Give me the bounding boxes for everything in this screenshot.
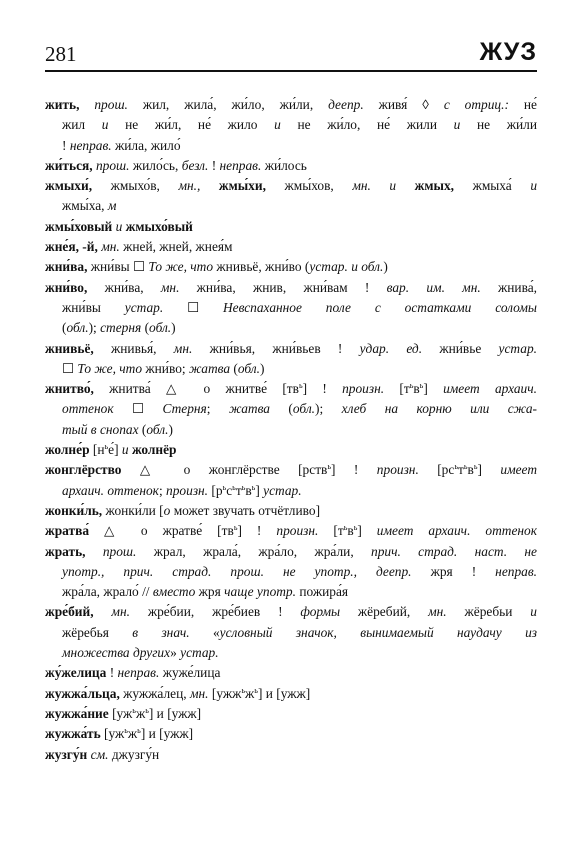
- label-text: мн.: [160, 279, 180, 295]
- headword: жнитво́,: [45, 381, 94, 397]
- label-text: и: [274, 117, 281, 133]
- header-rule: [45, 70, 537, 72]
- entry-text: ☐: [163, 299, 223, 315]
- label-text: неправ.: [219, 157, 262, 173]
- entry-text: ь: [124, 726, 128, 736]
- headword: жнивьё,: [45, 340, 94, 356]
- entry-text: ь: [463, 462, 468, 472]
- label-text: деепр.: [328, 97, 364, 112]
- entry-text: »: [170, 645, 181, 661]
- label-text: чаще употр.: [224, 584, 296, 600]
- entry-text: не́: [508, 97, 537, 112]
- label-text: безл.: [181, 157, 209, 173]
- entry-text: жнивьё, жни́во (: [213, 259, 310, 275]
- entry-text: в: [347, 523, 354, 539]
- entry-line: [45, 339, 537, 359]
- entry-text: ь: [409, 381, 414, 391]
- entry-line: [45, 237, 537, 257]
- label-text: оттенок: [62, 401, 114, 417]
- entry-text: е́]: [108, 442, 122, 458]
- entry-line-continuation: [45, 136, 537, 156]
- entry-text: !: [62, 137, 70, 153]
- entry-text: ): [171, 320, 176, 336]
- label-text: мн.: [93, 604, 130, 620]
- entry-text: [рс: [418, 462, 455, 478]
- entry-line: [45, 602, 537, 622]
- entry-text: жил: [62, 117, 102, 133]
- page-header: [45, 38, 537, 68]
- label-text: обл.: [146, 421, 169, 437]
- entry-text: жи́ла, жило́: [111, 137, 181, 153]
- label-text: тый в снопах: [62, 421, 139, 437]
- headword: жмы́хи,: [200, 178, 266, 194]
- entry-text: жёребья: [62, 624, 133, 640]
- entry-line: [45, 95, 537, 115]
- entry-text: жря !: [411, 563, 496, 579]
- label-text: вар. им. мн.: [386, 279, 481, 295]
- label-text: мн.: [97, 239, 120, 255]
- label-text: удар. ед.: [359, 340, 423, 356]
- entry-text: △ о жонглёрстве [рств: [121, 462, 328, 478]
- entry-text: ь: [232, 482, 236, 492]
- entry-text: [т: [384, 381, 410, 397]
- label-text: и: [453, 117, 461, 133]
- entry-line-continuation: [45, 481, 537, 501]
- label-text: и: [101, 117, 109, 133]
- entry-text: ]: [477, 462, 501, 478]
- label-text: и: [112, 218, 123, 234]
- entry-text: ): [383, 259, 388, 275]
- entry-line: [45, 176, 537, 196]
- headword: жонглёрство: [45, 462, 122, 478]
- entry-text: (: [270, 401, 293, 417]
- entry-text: [уж: [108, 705, 133, 721]
- entry-text: т: [457, 462, 464, 478]
- entry-text: ь: [327, 462, 332, 472]
- entry-text: ь: [233, 523, 238, 533]
- headword: жмыхи́,: [45, 178, 93, 194]
- entry-text: ь: [254, 685, 258, 695]
- entry-text: джузгу́н: [108, 746, 160, 762]
- entry-text: ь: [454, 462, 458, 472]
- headword: жмых,: [396, 178, 455, 194]
- entry-text: (: [230, 360, 238, 376]
- label-text: устар.: [498, 340, 537, 356]
- entry-text: жмыха́: [454, 178, 531, 194]
- label-text: мн.: [428, 604, 447, 620]
- entry-text: т: [235, 482, 242, 498]
- entry-line: [45, 217, 537, 237]
- entry-line: [45, 278, 537, 298]
- label-text: имеет архаич.: [443, 381, 537, 397]
- label-text: произн.: [276, 523, 319, 539]
- entry-text: ] и [ужж]: [257, 685, 311, 701]
- label-text: хлеб на корню или сжа-: [341, 401, 537, 417]
- headword: жужжа́ние: [45, 705, 109, 721]
- entry-text: жра́ла, жрало́ //: [62, 584, 153, 600]
- entry-text: жонки́ли [: [102, 502, 164, 518]
- entry-line-continuation: [45, 399, 537, 419]
- entry-text: жни́вы: [62, 299, 125, 315]
- entry-text: ь: [419, 381, 424, 391]
- label-text: мн. и: [352, 178, 397, 194]
- headword: жить,: [45, 97, 80, 112]
- entry-line-continuation: [45, 420, 537, 440]
- label-text: мн.: [173, 340, 193, 356]
- entry-text: [уж: [100, 726, 125, 742]
- entry-text: не жи́ли: [460, 117, 537, 133]
- label-text: м: [107, 198, 117, 214]
- headword: жрать,: [45, 543, 86, 559]
- label-text: обл.: [237, 360, 260, 376]
- label-text: см.: [87, 746, 109, 762]
- entry-text: [ужж: [208, 685, 242, 701]
- headword: жмыхо́вый: [122, 218, 193, 234]
- label-text: жатва: [188, 360, 231, 376]
- label-text: мн.,: [178, 178, 201, 194]
- entry-text: ☐: [62, 360, 78, 376]
- headword: жратва́: [45, 523, 90, 539]
- entry-text: ж: [127, 726, 138, 742]
- label-text: неправ.: [69, 137, 112, 153]
- label-text: вместо: [152, 584, 196, 600]
- entry-text: ь: [473, 462, 478, 472]
- label-text: употр., прич. страд. прош. не употр., деепр.: [62, 563, 412, 579]
- entry-text: жни́ва, жнив, жни́вам !: [179, 279, 387, 295]
- label-text: стерня: [100, 320, 142, 336]
- entry-text: (: [62, 320, 67, 336]
- label-text: прош.: [85, 543, 137, 559]
- entry-text: ]: [357, 523, 377, 539]
- entry-text: );: [88, 320, 101, 336]
- entry-line: [45, 379, 537, 399]
- label-text: обл.: [66, 320, 89, 336]
- entry-line-continuation: [45, 643, 537, 663]
- entry-line: [45, 521, 537, 541]
- label-text: и: [530, 178, 537, 194]
- entry-line: [45, 663, 537, 683]
- entry-text: ь: [343, 523, 348, 533]
- entry-line-continuation: [45, 359, 537, 379]
- entry-text: ): [259, 360, 265, 376]
- entry-text: жмы́хов,: [265, 178, 353, 194]
- entry-text: «: [189, 624, 220, 640]
- entry-text: ь: [137, 726, 141, 736]
- label-text: Стерня: [162, 401, 207, 417]
- entry-text: ]: [423, 381, 444, 397]
- label-text: Невспаханное поле с остатками соломы: [222, 299, 537, 315]
- entry-line: [45, 440, 537, 460]
- entry-line: [45, 460, 537, 480]
- entry-text: живя́ ◊: [363, 97, 444, 112]
- headword: жолне́р: [45, 442, 90, 458]
- headword: жу́желица: [45, 665, 107, 681]
- entry-text: [т: [318, 523, 344, 539]
- entry-text: жни́во;: [142, 360, 189, 376]
- entry-line-continuation: [45, 115, 537, 135]
- entry-text: ь: [222, 482, 227, 492]
- entry-text: ь: [132, 705, 136, 715]
- label-text: мн.: [189, 685, 209, 701]
- headword: жолнёр: [128, 442, 177, 458]
- entry-line-continuation: [45, 623, 537, 643]
- entry-text: ь: [298, 381, 303, 391]
- label-text: архаич. оттенок: [62, 482, 159, 498]
- label-text: прош.: [79, 97, 128, 112]
- headword: жи́ться,: [45, 157, 93, 173]
- entry-line: [45, 501, 537, 521]
- label-text: То же, что: [77, 360, 143, 376]
- entry-text: жмыхо́в,: [92, 178, 179, 194]
- page-number: 281: [45, 42, 77, 66]
- entry-text: жнива́,: [480, 279, 537, 295]
- entry-text: жни́ва,: [87, 279, 161, 295]
- label-text: устар.: [263, 482, 302, 498]
- label-text: жатва: [228, 401, 270, 417]
- entry-text: ] !: [331, 462, 377, 478]
- entry-text: жре́бии, жре́биев !: [129, 604, 301, 620]
- entry-text: ;: [206, 401, 229, 417]
- label-text: в знач.: [132, 624, 190, 640]
- label-text: обл.: [292, 401, 316, 417]
- entry-line-continuation: [45, 298, 537, 318]
- entry-text: жни́вье: [422, 340, 499, 356]
- entry-line-continuation: [45, 196, 537, 216]
- entry-text: ]: [255, 482, 264, 498]
- entry-text: );: [315, 401, 342, 417]
- entry-line: [45, 745, 537, 765]
- running-head: ЖУЗ: [479, 38, 537, 66]
- entry-text: в: [413, 381, 420, 397]
- entry-text: жи́лось: [261, 157, 307, 173]
- headword: жре́бий,: [45, 604, 94, 620]
- entry-text: ь: [241, 685, 246, 695]
- headword: жужжа́ть: [45, 726, 101, 742]
- entry-text: жни́вья, жни́вьев !: [192, 340, 360, 356]
- headword: жонки́ль,: [45, 502, 103, 518]
- label-text: множества других: [62, 645, 171, 661]
- entry-text: ☐: [113, 401, 163, 417]
- entry-text: жрал, жрала́, жра́ло, жра́ли,: [136, 543, 371, 559]
- entry-text: ь: [145, 705, 149, 715]
- entry-text: ): [168, 421, 173, 437]
- entry-text: !: [106, 665, 118, 681]
- label-text: произн.: [376, 462, 419, 478]
- label-text: и: [530, 604, 537, 620]
- headword: жужжа́льца,: [45, 685, 120, 701]
- entry-text: жужжа́лец,: [119, 685, 190, 701]
- headword: жне́я, -й,: [45, 239, 98, 255]
- entry-text: ж: [135, 705, 146, 721]
- entry-line: [45, 542, 537, 562]
- label-text: прош.: [92, 157, 130, 173]
- entry-text: жило́сь,: [129, 157, 182, 173]
- entry-text: может звучать отчётливо]: [170, 502, 321, 518]
- entry-text: ь: [104, 442, 109, 452]
- entry-text: (: [141, 320, 150, 336]
- entry-text: △ о жратве́ [тв: [89, 523, 234, 539]
- entry-text: с: [226, 482, 233, 498]
- entry-text: (: [138, 421, 147, 437]
- headword: жни́во,: [45, 279, 88, 295]
- entry-text: [н: [89, 442, 105, 458]
- label-text: формы: [300, 604, 341, 620]
- entry-text: не жи́ло, не́ жили: [280, 117, 454, 133]
- label-text: обл.: [149, 320, 172, 336]
- label-text: и: [121, 442, 129, 458]
- entry-line: [45, 257, 537, 277]
- label-text: То же, что: [148, 259, 214, 275]
- label-text: устар. и обл.: [309, 259, 384, 275]
- entry-text: ь: [353, 523, 358, 533]
- entry-text: ] !: [302, 381, 343, 397]
- entry-text: ж: [245, 685, 255, 701]
- entry-text: жни́вы ☐: [87, 259, 149, 275]
- label-text: устар.: [180, 645, 219, 661]
- label-text: с отриц.:: [443, 97, 509, 112]
- dictionary-entries: [45, 95, 537, 765]
- entry-text: ;: [158, 482, 167, 498]
- entry-text: жней, жней, жнея́м: [119, 239, 233, 255]
- entry-text: ь: [241, 482, 246, 492]
- label-text: о: [163, 502, 171, 518]
- entry-text: ] и [ужж]: [148, 705, 202, 721]
- entry-line: [45, 724, 537, 744]
- entry-text: ь: [251, 482, 256, 492]
- label-text: условный значок, вынимаемый наудачу из: [219, 624, 537, 640]
- label-text: произн.: [166, 482, 209, 498]
- entry-text: жмы́ха,: [62, 198, 108, 214]
- entry-text: жёребьи: [446, 604, 531, 620]
- entry-line: [45, 684, 537, 704]
- headword: жни́ва,: [45, 259, 88, 275]
- entry-line-continuation: [45, 562, 537, 582]
- label-text: имеет архаич. оттенок: [376, 523, 537, 539]
- entry-line-continuation: [45, 582, 537, 602]
- entry-text: [р: [208, 482, 223, 498]
- entry-text: жнитва́ △ о жнитве́ [тв: [93, 381, 299, 397]
- label-text: произн.: [342, 381, 385, 397]
- entry-text: жуже́лица: [159, 665, 221, 681]
- label-text: устар.: [124, 299, 164, 315]
- entry-text: ] !: [237, 523, 277, 539]
- entry-text: в: [467, 462, 474, 478]
- entry-text: пожира́я: [295, 584, 349, 600]
- entry-line-continuation: [45, 318, 537, 338]
- label-text: неправ.: [495, 563, 537, 579]
- entry-line: [45, 156, 537, 176]
- entry-line: [45, 704, 537, 724]
- entry-text: !: [208, 157, 220, 173]
- entry-text: жнивья́,: [93, 340, 174, 356]
- label-text: прич. страд. наст. не: [371, 543, 537, 559]
- headword: жмы́ховый: [45, 218, 113, 234]
- entry-text: ] и [ужж]: [140, 726, 194, 742]
- entry-text: жил, жила́, жи́ло, жи́ли,: [127, 97, 329, 112]
- headword: жузгу́н: [45, 746, 88, 762]
- label-text: имеет: [500, 462, 537, 478]
- entry-text: жёребий,: [340, 604, 429, 620]
- label-text: неправ.: [117, 665, 160, 681]
- entry-text: не жи́л, не́ жило: [108, 117, 275, 133]
- entry-text: в: [245, 482, 252, 498]
- entry-text: жря: [195, 584, 225, 600]
